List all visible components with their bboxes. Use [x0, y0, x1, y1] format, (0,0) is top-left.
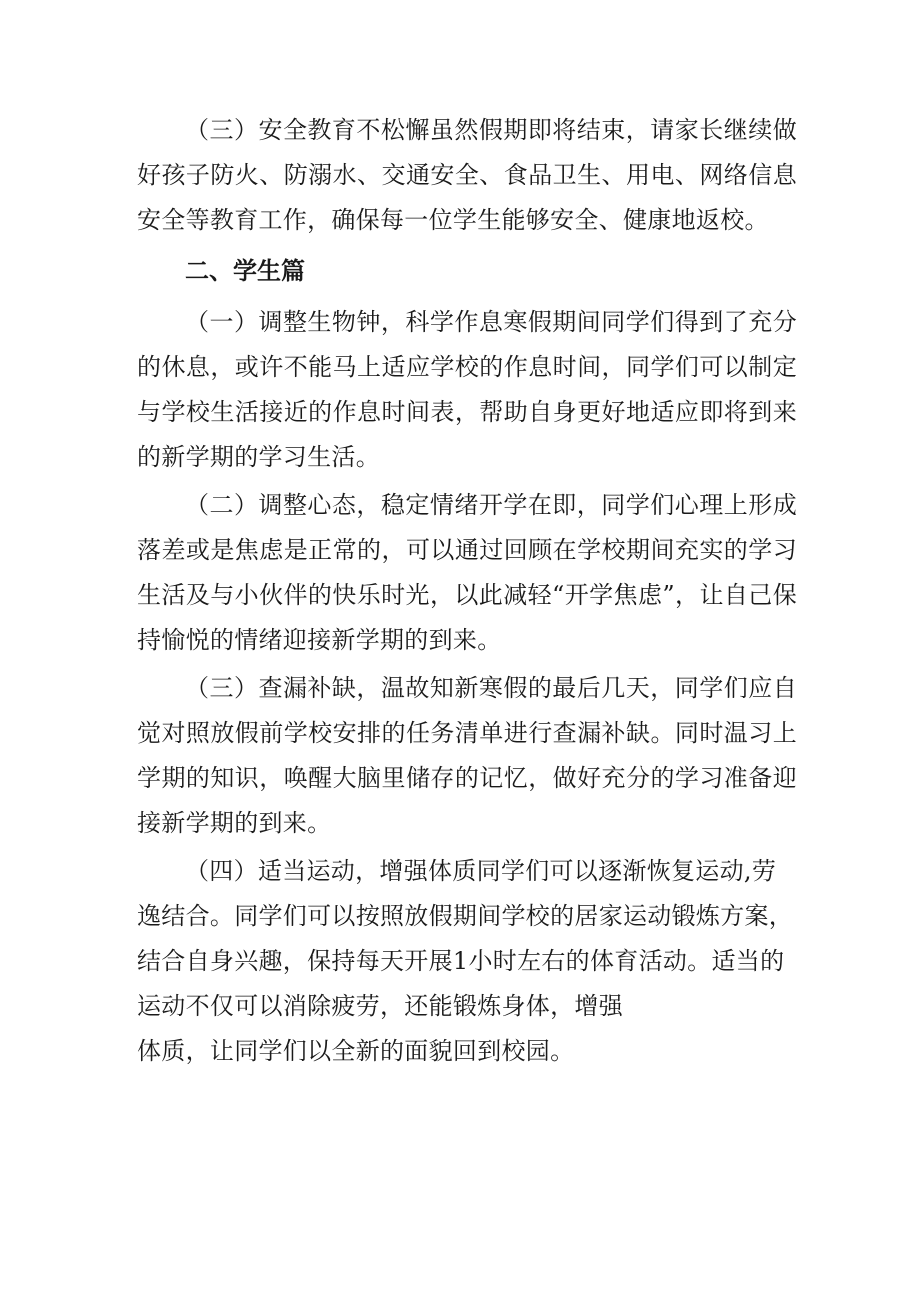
paragraph-parent-safety: （三）安全教育不松懈虽然假期即将结束，请家长继续做好孩子防火、防溺水、交通安全、食品卫生、用电、网络信息安全等教育工作，确保每一位学生能够安全、健康地返校。	[137, 116, 797, 234]
document-page	[137, 108, 797, 1074]
paragraph-student-1: （一）调整生物钟，科学作息寒假期间同学们得到了充分的休息，或许不能马上适应学校的作息时间，同学们可以制定与学校生活接近的作息时间表，帮助自身更好地适应即将到来的新学期的学习生活。	[137, 308, 797, 471]
paragraph-student-4-continuation: 体质，让同学们以全新的面貌回到校园。	[137, 1037, 575, 1065]
paragraph-student-4: （四）适当运动，增强体质同学们可以逐渐恢复运动,劳逸结合。同学们可以按照放假期间学校的居家运动锻炼方案，结合自身兴趣，保持每天开展1小时左右的体育活动。适当的运动不仅可以消除疲劳，还能锻炼身体，增强	[137, 857, 794, 1020]
paragraph-student-3: （三）查漏补缺，温故知新寒假的最后几天，同学们应自觉对照放假前学校安排的任务清单进行查漏补缺。同时温习上学期的知识，唤醒大脑里储存的记忆，做好充分的学习准备迎接新学期的到来。	[137, 674, 797, 837]
section-heading-students: 二、学生篇	[185, 257, 305, 285]
paragraph-student-2: （二）调整心态，稳定情绪开学在即，同学们心理上形成落差或是焦虑是正常的，可以通过回顾在学校期间充实的学习生活及与小伙伴的快乐时光，以此减轻“开学焦虑”，让自己保持愉悦的情绪迎接新学期的到来。	[137, 491, 797, 654]
